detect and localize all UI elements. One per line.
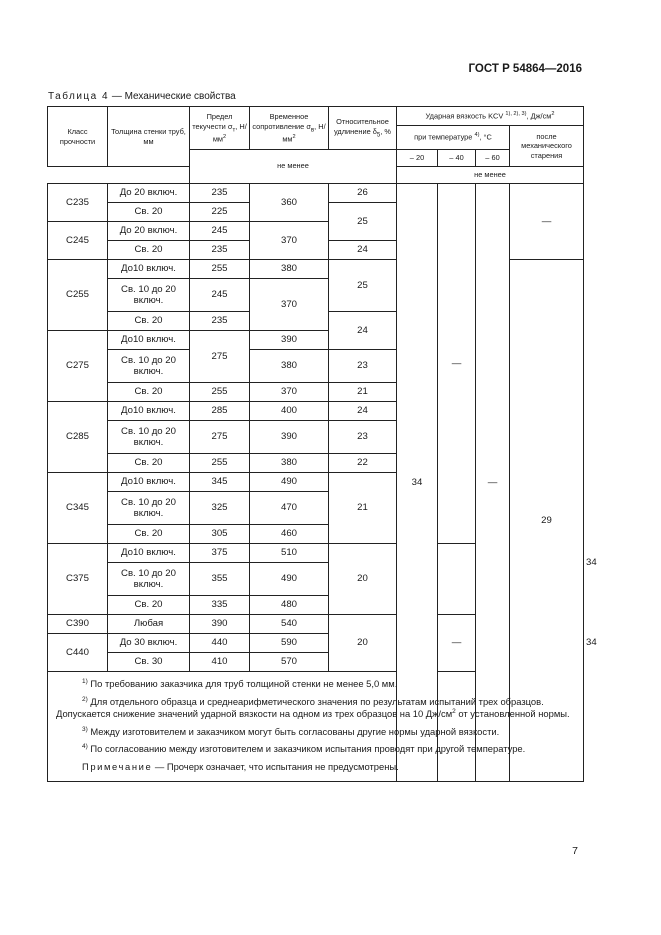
thickness: До10 включ.	[108, 402, 190, 421]
thickness: Св. 20	[108, 383, 190, 402]
yield: 335	[190, 596, 250, 615]
thickness: Св. 20	[108, 312, 190, 331]
tensile: 400	[250, 402, 329, 421]
thickness: Св. 20	[108, 596, 190, 615]
yield: 275	[190, 331, 250, 383]
footnote-1-text: По требованию заказчика для труб толщиной стенки не менее 5,0 мм.	[87, 678, 398, 690]
class-c255: С255	[48, 260, 108, 331]
header-min-impact: не менее	[397, 167, 584, 184]
header-tensile-unit: , Н/мм	[282, 121, 326, 144]
class-c235: С235	[48, 184, 108, 222]
header-impact-notes: 1), 2), 3)	[505, 110, 527, 117]
header-tensile-sup: 2	[292, 134, 296, 140]
yield: 255	[190, 383, 250, 402]
tensile: 460	[250, 525, 329, 544]
class-c275: С275	[48, 331, 108, 402]
footnote-2-text-b: от установленной нормы.	[455, 708, 570, 720]
header-yield-unit: , Н/мм	[212, 121, 247, 144]
tensile: 490	[250, 473, 329, 492]
tensile: 380	[250, 260, 329, 279]
header-impact-text: Ударная вязкость KCV	[425, 111, 504, 121]
thickness: Св. 20	[108, 241, 190, 260]
yield: 375	[190, 544, 250, 563]
yield: 235	[190, 312, 250, 331]
elongation: 24	[329, 241, 397, 260]
header-yield	[190, 107, 250, 150]
yield: 440	[190, 634, 250, 653]
header-temp-text: при температуре	[414, 132, 473, 142]
aging-dash: —	[510, 184, 584, 260]
thickness: Св. 20	[108, 203, 190, 222]
thickness: Любая	[108, 615, 190, 634]
thickness: Св. 10 до 20 включ.	[108, 279, 190, 312]
header-temp-minus60: – 60	[476, 150, 510, 167]
table-caption	[48, 91, 236, 102]
thickness: Св. 30	[108, 653, 190, 672]
thickness: Св. 10 до 20 включ.	[108, 563, 190, 596]
class-c375: С375	[48, 544, 108, 615]
thickness: До10 включ.	[108, 544, 190, 563]
elongation: 20	[329, 544, 397, 615]
tensile: 470	[250, 492, 329, 525]
thickness: Св. 20	[108, 454, 190, 473]
class-c390: С390	[48, 615, 108, 634]
tensile: 370	[250, 279, 329, 331]
thickness: До 30 включ.	[108, 634, 190, 653]
elongation: 25	[329, 203, 397, 241]
mechanical-properties-table: Класс прочности Толщина стенки труб, мм Предел текучести $\sigma_т$, $Н/мм^2$ Временное сопротивление $\sigma_в$, $Н/мм^2$ Относительное удлинение $\delta_5$, % Ударная вязкость KCV $^{1), 2), 3)}$, $Дж/см^2$ при температуре $^{4)}$, °C после механического старения не менее – 20 – 40 – 60 не менее С235 До 20 включ. 235 360 26 34 — — — Св. 20 225 25 С245 До 20 включ. 245 370 Св. 20 235 24 С255 До10 включ. 255 380 25 29 Св. 10 до 20 включ. 245 370 Св. 20 235 24 С275 До10 включ. 275 390 Св. 10 до 20 включ. 380 23 Св. 20 255 370 21 С285 До10 включ. 285 400 24 Св. 10 до 20 включ. 275 390 23 Св. 20 255 380 22 С345 До10 включ. 345 490 21 34 Св. 10 до 20 включ. 325 470 Св. 20 305 460 С375 До10 включ. 375 510 20 Св. 10 до 20 включ. 355 490 Св. 20 335 480 С390 Любая 390 540 20 — 34 С440 До 30 включ. 440 590 Св. 30 410 570 $^{1)}$ По требованию заказчика для труб толщиной стенки не менее 5,0 мм. $^{2)}$ Для отдельного образца и среднеарифметического значения по результатам испытаний трех образцов. Допускается снижение значений ударной вязкости на одном из трех образцов на 10 $Дж/см^2$ от установленной нормы. $^{3)}$ Между изготовителем и заказчиком могут быть согласованы другие нормы ударной вязкости. $^{4)}$ По согласованию между изготовителем и заказчиком испытания проводят при другой температуре. Примечание — Прочерк означает, что испытания не предусмотрены.	[47, 106, 584, 782]
thickness: Св. 20	[108, 525, 190, 544]
tensile: 370	[250, 222, 329, 260]
yield: 305	[190, 525, 250, 544]
tensile: 540	[250, 615, 329, 634]
table-title: — Механические свойства	[109, 91, 236, 102]
tensile: 370	[250, 383, 329, 402]
header-temp-minus40: – 40	[438, 150, 476, 167]
thickness: Св. 10 до 20 включ.	[108, 421, 190, 454]
class-c285: С285	[48, 402, 108, 473]
header-temp-note: 4)	[474, 132, 480, 139]
tensile: 510	[250, 544, 329, 563]
elongation: 26	[329, 184, 397, 203]
thickness: До 20 включ.	[108, 222, 190, 241]
yield: 245	[190, 222, 250, 241]
yield: 235	[190, 241, 250, 260]
header-min-strength: не менее	[190, 150, 397, 184]
class-c245: С245	[48, 222, 108, 260]
header-yield-sub: т	[232, 125, 236, 133]
yield: 390	[190, 615, 250, 634]
thickness: До10 включ.	[108, 473, 190, 492]
tensile: 390	[250, 331, 329, 350]
notes-cell	[48, 672, 584, 782]
header-temp-unit: , °C	[479, 132, 492, 142]
yield: 245	[190, 279, 250, 312]
footnotes	[48, 672, 583, 781]
header-elong-sub: 5	[376, 131, 381, 139]
header-tensile-text: Временное сопротивление σ	[252, 111, 311, 131]
aging-value: 29	[510, 260, 584, 782]
footnote-3-mark: 3)	[82, 725, 88, 733]
impact-minus40-dash: —	[438, 184, 476, 544]
remark-label: Примечание	[82, 760, 153, 772]
yield: 255	[190, 454, 250, 473]
footnote-4-text: По согласованию между изготовителем и заказчиком испытания проводят при другой температуре.	[87, 743, 526, 755]
header-elong-text: Относительное удлинение δ	[333, 116, 389, 136]
yield: 225	[190, 203, 250, 222]
class-c345: С345	[48, 473, 108, 544]
footnote-3-text: Между изготовителем и заказчиком могут быть согласованы другие нормы ударной вязкости.	[87, 725, 500, 737]
yield: 255	[190, 260, 250, 279]
elongation: 23	[329, 350, 397, 383]
tensile: 380	[250, 350, 329, 383]
yield: 345	[190, 473, 250, 492]
elongation: 25	[329, 260, 397, 312]
thickness: Св. 10 до 20 включ.	[108, 350, 190, 383]
impact-minus20: 34	[397, 184, 438, 782]
tensile: 590	[250, 634, 329, 653]
elongation: 22	[329, 454, 397, 473]
header-thickness: Толщина стенки труб, мм	[108, 107, 190, 167]
footnote-4-mark: 4)	[82, 743, 88, 751]
remark-text: — Прочерк означает, что испытания не предусмотрены.	[152, 760, 399, 772]
tensile: 390	[250, 421, 329, 454]
header-pad	[48, 167, 190, 184]
remark	[56, 761, 577, 773]
tensile: 480	[250, 596, 329, 615]
header-temp-minus20: – 20	[397, 150, 438, 167]
header-temperature	[397, 126, 510, 150]
header-class: Класс прочности	[48, 107, 108, 167]
elongation: 23	[329, 421, 397, 454]
elongation: 20	[329, 615, 397, 672]
yield: 275	[190, 421, 250, 454]
elongation: 21	[329, 473, 397, 544]
footnote-3	[56, 726, 577, 739]
impact-minus20-low-dash: —	[438, 615, 476, 672]
tensile: 360	[250, 184, 329, 222]
tensile: 490	[250, 563, 329, 596]
header-tensile	[250, 107, 329, 150]
page-number: 7	[572, 845, 578, 857]
thickness: До10 включ.	[108, 260, 190, 279]
thickness: До 20 включ.	[108, 184, 190, 203]
tensile: 380	[250, 454, 329, 473]
header-impact-unit: , Дж/см	[526, 111, 552, 121]
header-after-aging: после механического старения	[510, 126, 584, 167]
yield: 285	[190, 402, 250, 421]
tensile: 570	[250, 653, 329, 672]
elongation: 24	[329, 312, 397, 350]
elongation: 24	[329, 402, 397, 421]
yield: 355	[190, 563, 250, 596]
class-c440: С440	[48, 634, 108, 672]
elongation: 21	[329, 383, 397, 402]
impact-minus60-dash: —	[476, 184, 510, 782]
document-code: ГОСТ Р 54864—2016	[468, 63, 582, 75]
thickness: Св. 10 до 20 включ.	[108, 492, 190, 525]
yield: 325	[190, 492, 250, 525]
footnote-2	[56, 696, 577, 721]
header-elong-unit: , %	[380, 126, 391, 136]
header-impact-sup: 2	[551, 110, 555, 117]
header-tensile-sub: в	[310, 125, 315, 133]
header-impact	[397, 107, 584, 126]
thickness: До10 включ.	[108, 331, 190, 350]
footnote-1-mark: 1)	[82, 678, 88, 685]
yield: 235	[190, 184, 250, 203]
header-elongation	[329, 107, 397, 150]
header-yield-sup: 2	[223, 134, 227, 140]
footnote-4	[56, 743, 577, 756]
footnote-2-mark: 2)	[82, 695, 88, 703]
footnote-2-sup: 2	[452, 708, 456, 716]
footnote-1	[56, 678, 577, 691]
header-yield-text: Предел текучести σ	[192, 111, 233, 131]
footnote-2-text-a: Для отдельного образца и среднеарифметического значения по результатам испытаний трех образцов. Допускается снижение значений ударной вязкости на одном из трех образцов на 10 Дж/см	[56, 695, 544, 720]
yield: 410	[190, 653, 250, 672]
table-number: Таблица 4	[48, 91, 110, 102]
